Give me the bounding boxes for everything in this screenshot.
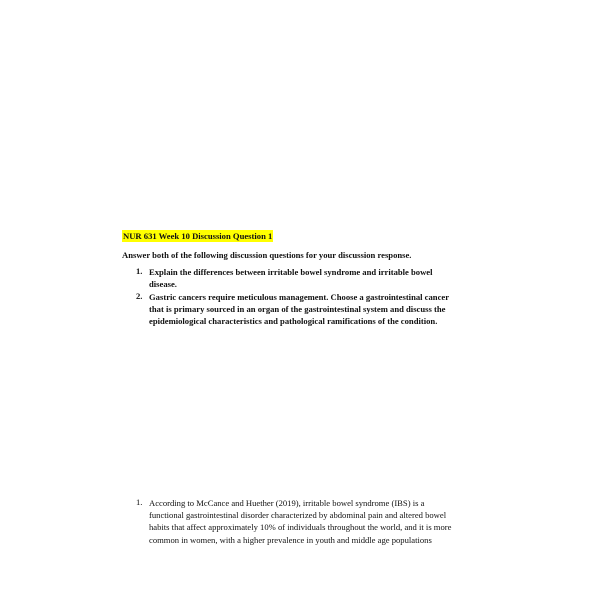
question-line: disease. bbox=[149, 279, 177, 290]
question-number: 1. bbox=[136, 266, 143, 276]
question-item bbox=[149, 291, 449, 328]
instructions-text: Answer both of the following discussion questions for your discussion response. bbox=[122, 250, 412, 260]
question-line: epidemiological characteristics and pathological ramifications of the condition. bbox=[149, 316, 438, 327]
question-item bbox=[149, 266, 433, 290]
question-line: that is primary sourced in an organ of the gastrointestinal system and discuss the bbox=[149, 304, 446, 315]
document-title: NUR 631 Week 10 Discussion Question 1 bbox=[123, 231, 273, 241]
answer-line: functional gastrointestinal disorder characterized by abdominal pain and altered bowel bbox=[149, 510, 447, 521]
question-line: Explain the differences between irritable bowel syndrome and irritable bowel bbox=[149, 267, 433, 277]
answer-paragraph bbox=[149, 497, 451, 546]
answer-number: 1. bbox=[136, 497, 143, 507]
question-line: Gastric cancers require meticulous management. Choose a gastrointestinal cancer bbox=[149, 292, 450, 302]
answer-line: According to McCance and Huether (2019), irritable bowel syndrome (IBS) is a bbox=[149, 498, 425, 508]
answer-line: habits that affect approximately 10% of individuals throughout the world, and it is more bbox=[149, 522, 452, 533]
answer-line: common in women, with a higher prevalence in youth and middle age populations bbox=[149, 534, 432, 545]
question-number: 2. bbox=[136, 291, 143, 301]
